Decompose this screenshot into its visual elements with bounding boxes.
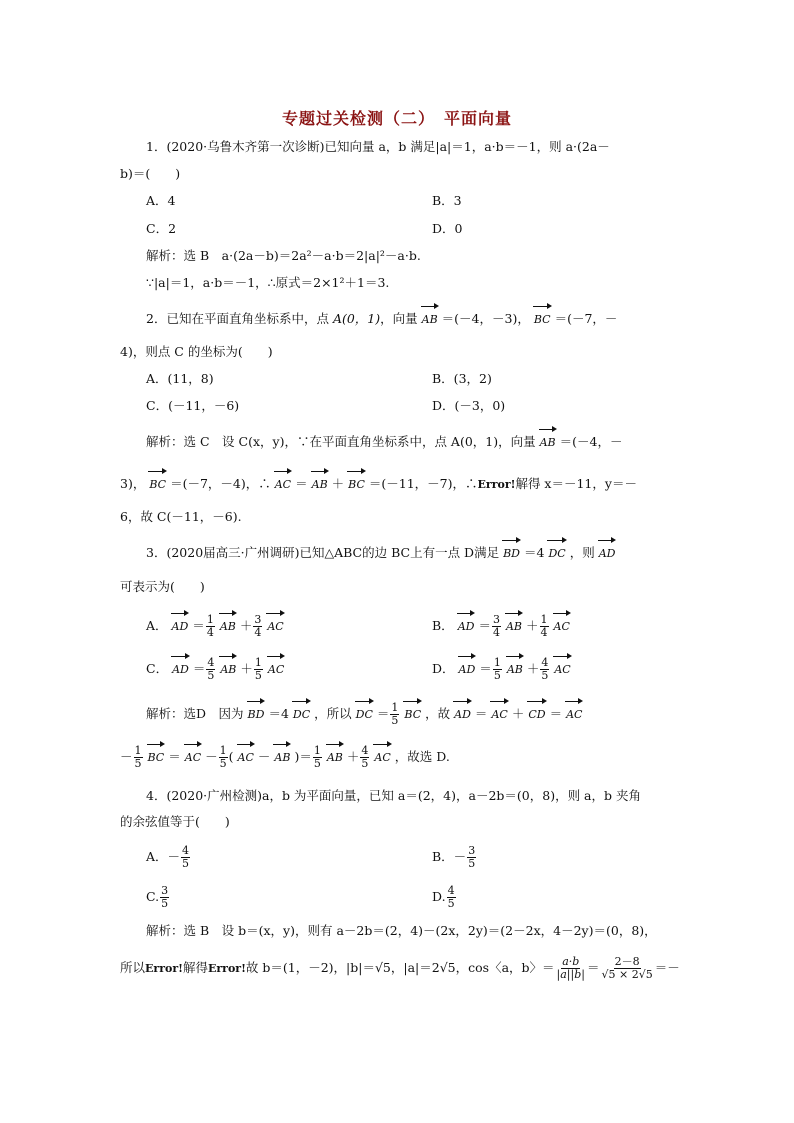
q3-solution-line2: － $\frac{1}{5}$ BC ＝ AC － $\frac{1}{5}$ ( AC － AB )＝ $\frac{1}{5}$ AB ＋ $\frac{4}{5}$ AC ，故选 D. (120, 744, 450, 770)
q2-solution-line3: 6，故 C(－11，－6). (120, 509, 242, 524)
vector-dc: DC (548, 547, 566, 560)
vector-ab: AB (421, 313, 438, 326)
vector-bc: BC (348, 478, 365, 491)
q2-option-c: C．(－11，－6) (146, 398, 240, 413)
q4-option-a: A．－ $\frac{4}{5}$ (146, 844, 190, 870)
q3-option-a: A． AD ＝ $\frac{1}{4}$ AB ＋ $\frac{3}{4}$ AC (146, 613, 284, 639)
vector-bc: BC (149, 478, 167, 491)
vector-bd: BD (503, 547, 520, 560)
q2-option-d: D．(－3，0) (432, 398, 506, 413)
q3-option-b: B． AD ＝ $\frac{3}{4}$ AB ＋ $\frac{1}{4}$ AC (432, 613, 570, 639)
vector-ac: AC (274, 478, 292, 491)
q1-option-b: B．3 (432, 193, 462, 208)
q1-stem-line1: 1．(2020·乌鲁木齐第一次诊断)已知向量 a，b 满足|a|＝1，a·b＝－1，则 a·(2a－ (146, 139, 610, 154)
q4-option-b: B．－ $\frac{3}{5}$ (432, 844, 476, 870)
q1-stem-line2: b)＝( ) (120, 166, 181, 181)
q2-stem-line2: 4)，则点 C 的坐标为( ) (120, 344, 273, 359)
q3-solution-line1: 解析：选D 因为 BD ＝4 DC ，所以 DC ＝ $\frac{1}{5}$ BC ，故 AD ＝ AC ＋ CD ＝ AC (146, 701, 583, 727)
q1-option-c: C．2 (146, 221, 177, 236)
q2-option-a: A．(11，8) (146, 371, 214, 386)
q1-solution-line2: ∵|a|＝1，a·b＝－1，∴原式＝2×1²＋1＝3. (146, 275, 390, 290)
q1-option-a: A．4 (146, 193, 176, 208)
q2-stem-line1: 2．已知在平面直角坐标系中，点 A(0，1)，向量 AB ＝(－4，－3)， BC ＝(－7，－ (146, 311, 618, 326)
q3-stem-line1: 3．(2020届高三·广州调研)已知△ABC的边 BC上有一点 D满足 BD ＝4 DC ，则 AD (146, 545, 616, 560)
q3-option-d: D． AD ＝ $\frac{1}{5}$ AB ＋ $\frac{4}{5}$ AC (432, 656, 571, 682)
q4-solution-line2: 所以Error!解得Error!故 b＝(1，－2)，|b|＝√5，|a|＝2√5，cos〈a，b〉＝ $\frac{a\cdot b}{|a||b|}$ ＝ $\frac{2-8}{√5 \times 2√5}$ ＝－ (120, 955, 680, 981)
q4-stem-line1: 4．(2020·广州检测)a，b 为平面向量，已知 a＝(2，4)，a－2b＝(0，8)，则 a，b 夹角 (146, 788, 641, 803)
vector-ad: AD (598, 547, 616, 560)
page-title: 专题过关检测（二） 平面向量 (281, 109, 512, 128)
q4-solution-line1: 解析：选 B 设 b＝(x，y)，则有 a－2b＝(2，4)－(2x，2y)＝(2－2x，4－2y)＝(0，8)， (146, 923, 657, 938)
q2-solution-line2: 3)， BC ＝(－7，－4)，∴ AC ＝ AB ＋ BC ＝(－11，－7)，∴Error!解得 x＝－11，y＝－ (120, 476, 637, 491)
q4-option-d: D. $\frac{4}{5}$ (432, 884, 455, 910)
q3-option-c: C． AD ＝ $\frac{4}{5}$ AB ＋ $\frac{1}{5}$ AC (146, 656, 285, 682)
q4-option-c: C. $\frac{3}{5}$ (146, 884, 169, 910)
q1-solution-line1: 解析：选 B a·(2a－b)＝2a²－a·b＝2|a|²－a·b. (146, 248, 421, 263)
q3-stem-line2: 可表示为( ) (120, 579, 205, 594)
vector-ab: AB (539, 436, 556, 449)
q1-option-d: D．0 (432, 221, 463, 236)
q2-solution-line1: 解析：选 C 设 C(x，y)，∵在平面直角坐标系中，点 A(0，1)，向量 AB ＝(－4，－ (146, 434, 623, 449)
q2-option-b: B．(3，2) (432, 371, 492, 386)
vector-ab: AB (311, 478, 328, 491)
vector-bc: BC (533, 313, 551, 326)
q4-stem-line2: 的余弦值等于( ) (120, 814, 230, 829)
